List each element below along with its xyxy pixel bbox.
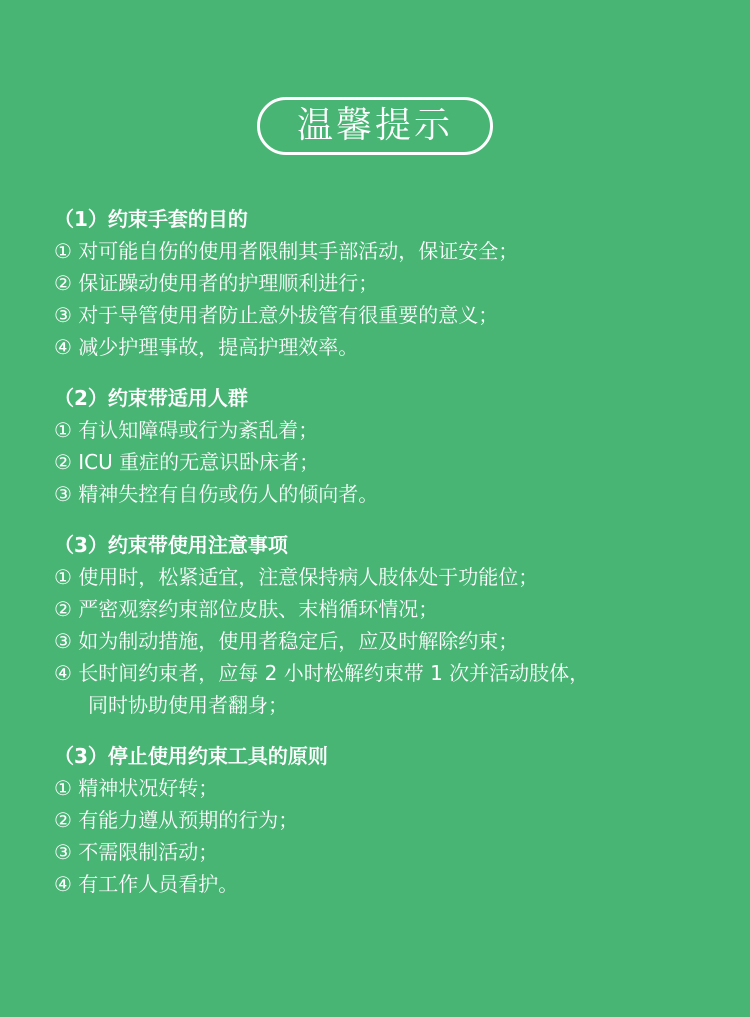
- list-item: ② ICU 重症的无意识卧床者；: [54, 450, 320, 474]
- list-item: ③ 如为制动措施，使用者稳定后，应及时解除约束；: [54, 629, 519, 653]
- section-usage-notes: [54, 529, 734, 721]
- list-item: ② 保证躁动使用者的护理顺利进行；: [54, 271, 379, 295]
- page-title: 温馨提示: [296, 105, 453, 146]
- list-item: ① 有认知障碍或行为紊乱着；: [54, 418, 319, 442]
- list-item: ③ 精神失控有自伤或伤人的倾向者。: [54, 482, 379, 506]
- section-stop-principles: [54, 740, 734, 900]
- list-item: ③ 对于导管使用者防止意外拔管有很重要的意义；: [54, 303, 499, 327]
- section-applicable-people: [54, 382, 734, 510]
- list-item: ④ 减少护理事故，提高护理效率。: [54, 335, 359, 359]
- list-item: ① 对可能自伤的使用者限制其手部活动，保证安全；: [54, 239, 519, 263]
- section-heading: （3）约束带使用注意事项: [54, 533, 288, 557]
- list-item: ③ 不需限制活动；: [54, 840, 219, 864]
- list-item: ④ 长时间约束者，应每 2 小时松解约束带 1 次并活动肢体，: [54, 661, 590, 685]
- section-heading: （3）停止使用约束工具的原则: [54, 744, 328, 768]
- list-item: ④ 有工作人员看护。: [54, 872, 239, 896]
- title-pill: [257, 97, 493, 155]
- list-item: ① 使用时，松紧适宜，注意保持病人肢体处于功能位；: [54, 565, 539, 589]
- section-glove-purpose: [54, 203, 734, 363]
- section-heading: （2）约束带适用人群: [54, 386, 248, 410]
- list-item: ② 严密观察约束部位皮肤、末梢循环情况；: [54, 597, 439, 621]
- list-item: ① 精神状况好转；: [54, 776, 219, 800]
- list-item-continuation: 同时协助使用者翻身；: [88, 693, 288, 717]
- list-item: ② 有能力遵从预期的行为；: [54, 808, 299, 832]
- section-heading: （1）约束手套的目的: [54, 207, 248, 231]
- notice-content: [54, 203, 734, 919]
